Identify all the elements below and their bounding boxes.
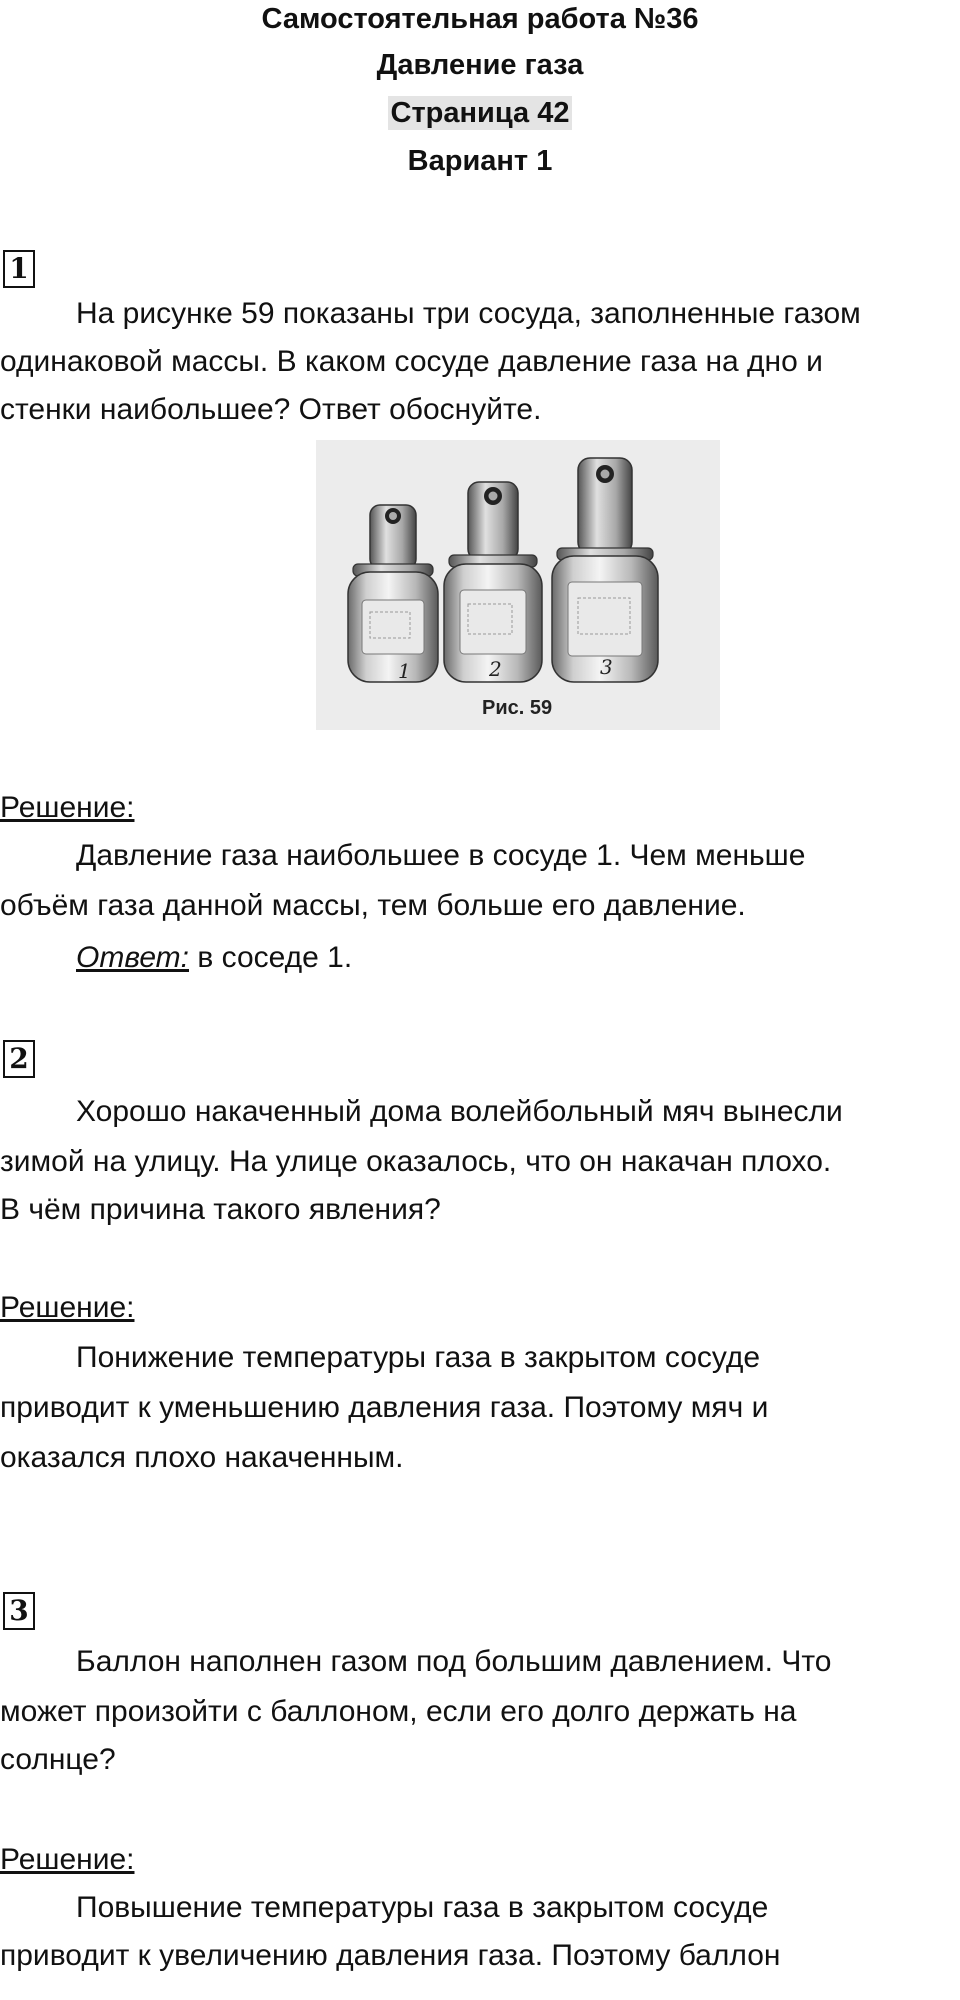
task-3-question-line: может произойти с баллоном, если его долго держать на	[0, 1695, 797, 1728]
task-1-answer	[76, 938, 352, 978]
worksheet-topic: Давление газа	[376, 49, 584, 81]
vessel-2	[444, 482, 542, 682]
task-2-question-line: В чём причина такого явления?	[0, 1193, 441, 1226]
solution-label	[0, 788, 134, 828]
solution-label	[0, 1840, 134, 1880]
task-number-1: 1	[3, 250, 35, 288]
task-2-solution-label: Решение:	[0, 1291, 135, 1324]
task-1-question-line: одинаковой массы. В каком сосуде давление газа на дно и	[0, 345, 823, 378]
vessel-label-2: 2	[489, 657, 502, 681]
figure-caption: Рис. 59	[482, 697, 553, 719]
task-1-question-line: стенки наибольшее? Ответ обоснуйте.	[0, 393, 542, 426]
task-1-solution-line: объём газа данной массы, тем больше его давление.	[0, 889, 746, 922]
vessel-label-1: 1	[398, 659, 411, 683]
task-3-solution-line: Повышение температуры газа в закрытом сосуде	[76, 1891, 769, 1924]
page-number-line	[0, 94, 960, 132]
task-2-question-line: Хорошо накаченный дома волейбольный мяч вынесли	[76, 1095, 843, 1128]
answer-text: в соседе 1.	[189, 941, 353, 974]
task-3-question-line: солнце?	[0, 1743, 116, 1776]
vessels-illustration	[316, 440, 720, 730]
task-number-2: 2	[3, 1040, 35, 1078]
vessel-1	[348, 505, 438, 682]
vessel-label-3: 3	[600, 655, 613, 679]
solution-label	[0, 1288, 134, 1328]
task-number-3: 3	[3, 1592, 35, 1630]
figure-three-vessels	[316, 440, 720, 730]
answer-label: Ответ:	[76, 941, 189, 974]
task-1-question-line: На рисунке 59 показаны три сосуда, заполненные газом	[76, 297, 861, 330]
task-1-solution-line: Давление газа наибольшее в сосуде 1. Чем меньше	[76, 839, 806, 872]
task-3-solution-line: приводит к увеличению давления газа. Поэтому баллон	[0, 1939, 781, 1972]
worksheet-title: Самостоятельная работа №36	[261, 3, 699, 35]
vessel-3	[552, 458, 658, 682]
task-2-solution-line: Понижение температуры газа в закрытом сосуде	[76, 1341, 761, 1374]
variant-label: Вариант 1	[407, 145, 553, 177]
page-number: Страница 42	[388, 96, 573, 130]
task-2-solution-line: оказался плохо накаченным.	[0, 1441, 404, 1474]
task-1-solution-label: Решение:	[0, 791, 135, 824]
task-2-question-line: зимой на улицу. На улице оказалось, что он накачан плохо.	[0, 1145, 832, 1178]
task-3-solution-label: Решение:	[0, 1843, 135, 1876]
task-2-solution-line: приводит к уменьшению давления газа. Поэтому мяч и	[0, 1391, 769, 1424]
task-3-question-line: Баллон наполнен газом под большим давлением. Что	[76, 1645, 832, 1678]
